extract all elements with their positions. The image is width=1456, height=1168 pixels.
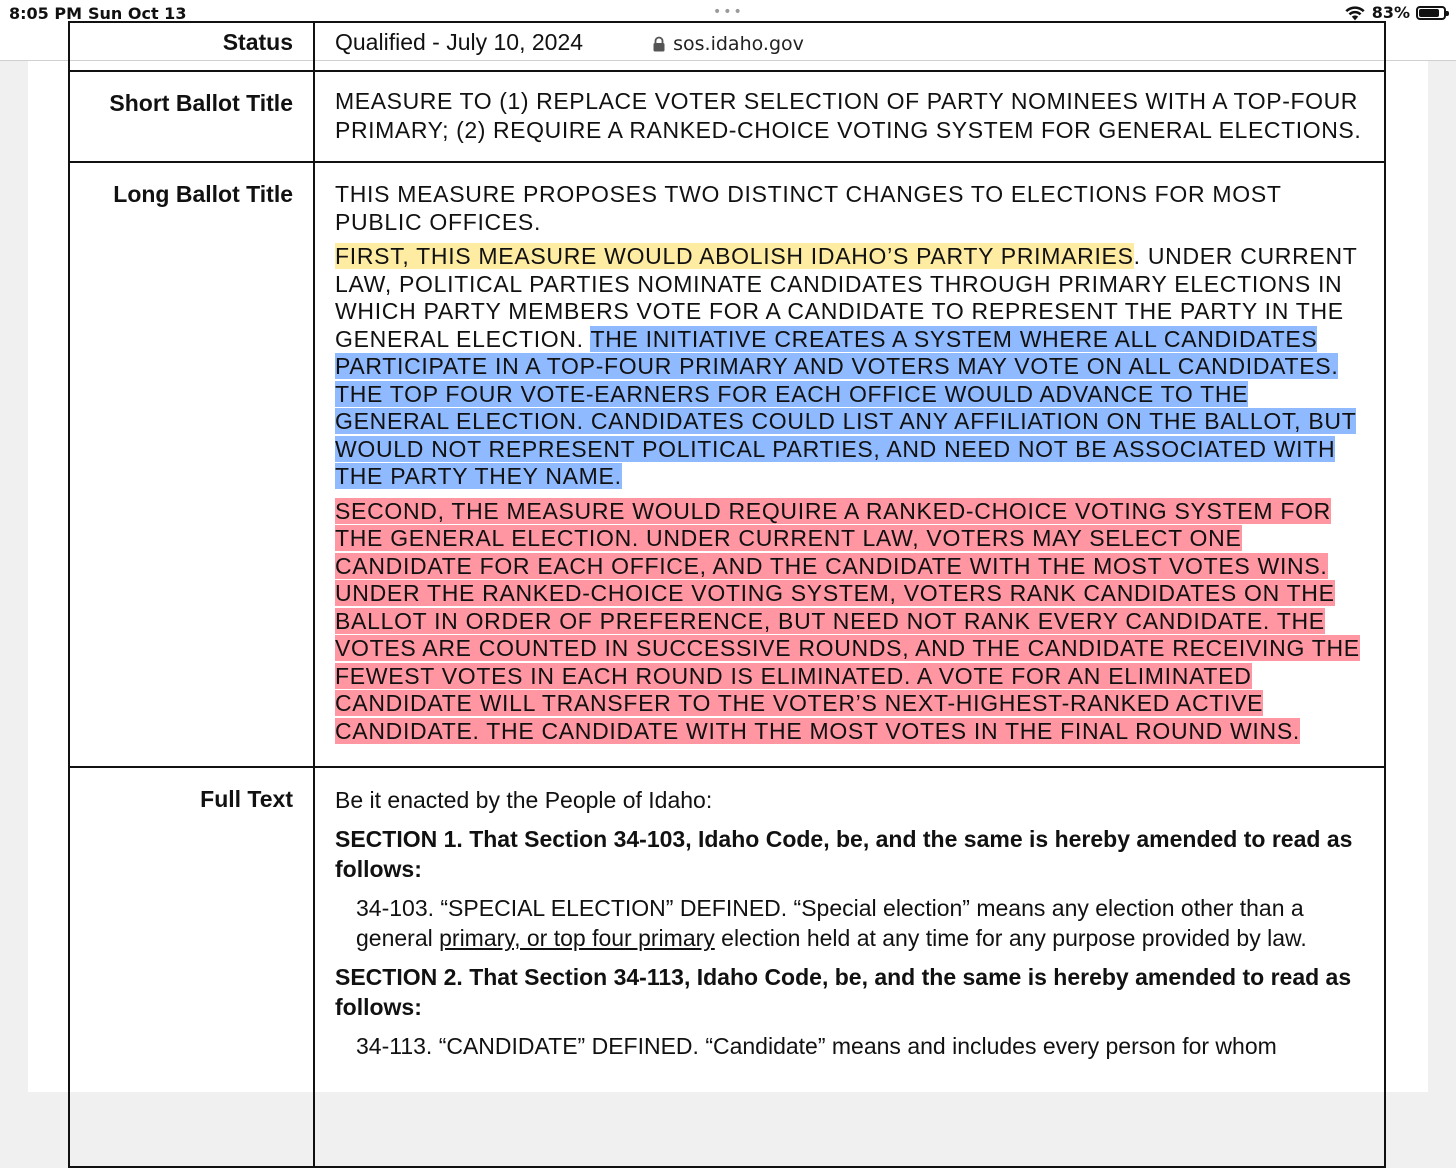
status-label-text: Status bbox=[222, 29, 293, 55]
yellow-highlight: FIRST, THIS MEASURE WOULD ABOLISH IDAHO’S PARTY PRIMARIES bbox=[335, 243, 1134, 269]
status-date: Sun Oct 13 bbox=[88, 4, 187, 23]
s1-text-a: 34-103. “SPECIAL ELECTION” DEFINED. “Special election” means any election other than a general bbox=[356, 895, 1304, 951]
long-title-paragraph-1 bbox=[335, 181, 1364, 236]
long-title-paragraph-2 bbox=[335, 243, 1364, 491]
multitasking-dots-icon[interactable]: ••• bbox=[713, 4, 744, 20]
url-text[interactable]: sos.idaho.gov bbox=[673, 33, 804, 55]
measure-table bbox=[68, 21, 1386, 1168]
battery-fill bbox=[1419, 9, 1439, 17]
battery-percent: 83% bbox=[1371, 3, 1410, 22]
short-ballot-title-text: MEASURE TO (1) REPLACE VOTER SELECTION OF PARTY NOMINEES WITH A TOP-FOUR PRIMARY; (2) REQUIRE A RANKED-CHOICE VOTING SYSTEM FOR GENERAL ELECTIONS. bbox=[335, 88, 1362, 143]
long-ballot-title-label bbox=[69, 162, 314, 767]
status-value bbox=[314, 22, 1385, 71]
section-2-text: 34-113. “CANDIDATE” DEFINED. “Candidate” means and includes every person for whom bbox=[356, 1033, 1277, 1059]
short-ballot-title-value bbox=[314, 71, 1385, 162]
status-value-text: Qualified - July 10, 2024 bbox=[335, 29, 584, 55]
red-highlight: SECOND, THE MEASURE WOULD REQUIRE A RANKED-CHOICE VOTING SYSTEM FOR THE GENERAL ELECTION. UNDER CURRENT LAW, VOTERS MAY SELECT ONE CANDIDATE FOR EACH OFFICE, AND THE CANDIDATE WITH THE MOST VOTES WINS. UNDER THE RANKED-CHOICE VOTING SYSTEM, VOTERS RANK CANDIDATES ON THE BALLOT IN ORDER OF PREFERENCE, BUT NEED NOT RANK EVERY CANDIDATE. THE VOTES ARE COUNTED IN SUCCESSIVE ROUNDS, AND THE CANDIDATE RECEIVING THE FEWEST VOTES IN EACH ROUND IS ELIMINATED. A VOTE FOR AN ELIMINATED CANDIDATE WILL TRANSFER TO THE VOTER’S NEXT-HIGHEST-RANKED ACTIVE CANDIDATE. THE CANDIDATE WITH THE MOST VOTES IN THE FINAL ROUND WINS. bbox=[335, 497, 1360, 744]
section-1-heading: SECTION 1. That Section 34-103, Idaho Code, be, and the same is hereby amended to read as follows: bbox=[335, 826, 1353, 882]
blue-highlight: THE INITIATIVE CREATES A SYSTEM WHERE ALL CANDIDATES PARTICIPATE IN A TOP-FOUR PRIMARY AND VOTERS MAY VOTE ON ALL CANDIDATES. THE TOP FOUR VOTE-EARNERS FOR EACH OFFICE WOULD ADVANCE TO THE GENERAL ELECTION. CANDIDATES COULD LIST ANY AFFILIATION ON THE BALLOT, BUT WOULD NOT REPRESENT POLITICAL PARTIES, AND NEED NOT BE ASSOCIATED WITH THE PARTY THEY NAME. bbox=[335, 325, 1357, 489]
wifi-icon bbox=[1344, 4, 1366, 22]
short-ballot-title-row bbox=[69, 71, 1385, 162]
status-row bbox=[69, 22, 1385, 71]
status-right bbox=[1344, 3, 1446, 22]
long-ballot-title-label-text: Long Ballot Title bbox=[113, 181, 293, 207]
full-text-row bbox=[69, 767, 1385, 1167]
short-ballot-title-label-text: Short Ballot Title bbox=[109, 90, 293, 116]
long-title-p2-plain: . UNDER CURRENT LAW, POLITICAL PARTIES NOMINATE CANDIDATES THROUGH PRIMARY ELECTIONS IN WHICH PARTY MEMBERS VOTE FOR A CANDIDATE TO REPRESENT THE PARTY IN THE GENERAL ELECTION. bbox=[335, 243, 1358, 352]
section-2-heading: SECTION 2. That Section 34-113, Idaho Code, be, and the same is hereby amended to read as follows: bbox=[335, 964, 1352, 1020]
long-ballot-title-row bbox=[69, 162, 1385, 767]
long-ballot-title-value bbox=[314, 162, 1385, 767]
status-label bbox=[69, 22, 314, 71]
enactment-clause: Be it enacted by the People of Idaho: bbox=[335, 787, 713, 813]
section-1-text bbox=[335, 893, 1364, 953]
battery-icon bbox=[1416, 6, 1446, 20]
s1-underlined-amendment: primary, or top four primary bbox=[439, 925, 715, 951]
s1-text-b: election held at any time for any purpose provided by law. bbox=[714, 925, 1307, 951]
full-text-label bbox=[69, 767, 314, 1167]
status-time: 8:05 PM bbox=[9, 4, 83, 23]
long-title-paragraph-3 bbox=[335, 498, 1364, 746]
full-text-value bbox=[314, 767, 1385, 1167]
short-ballot-title-label bbox=[69, 71, 314, 162]
long-title-p1-text: THIS MEASURE PROPOSES TWO DISTINCT CHANGES TO ELECTIONS FOR MOST PUBLIC OFFICES. bbox=[335, 181, 1282, 235]
full-text-label-text: Full Text bbox=[200, 786, 293, 812]
